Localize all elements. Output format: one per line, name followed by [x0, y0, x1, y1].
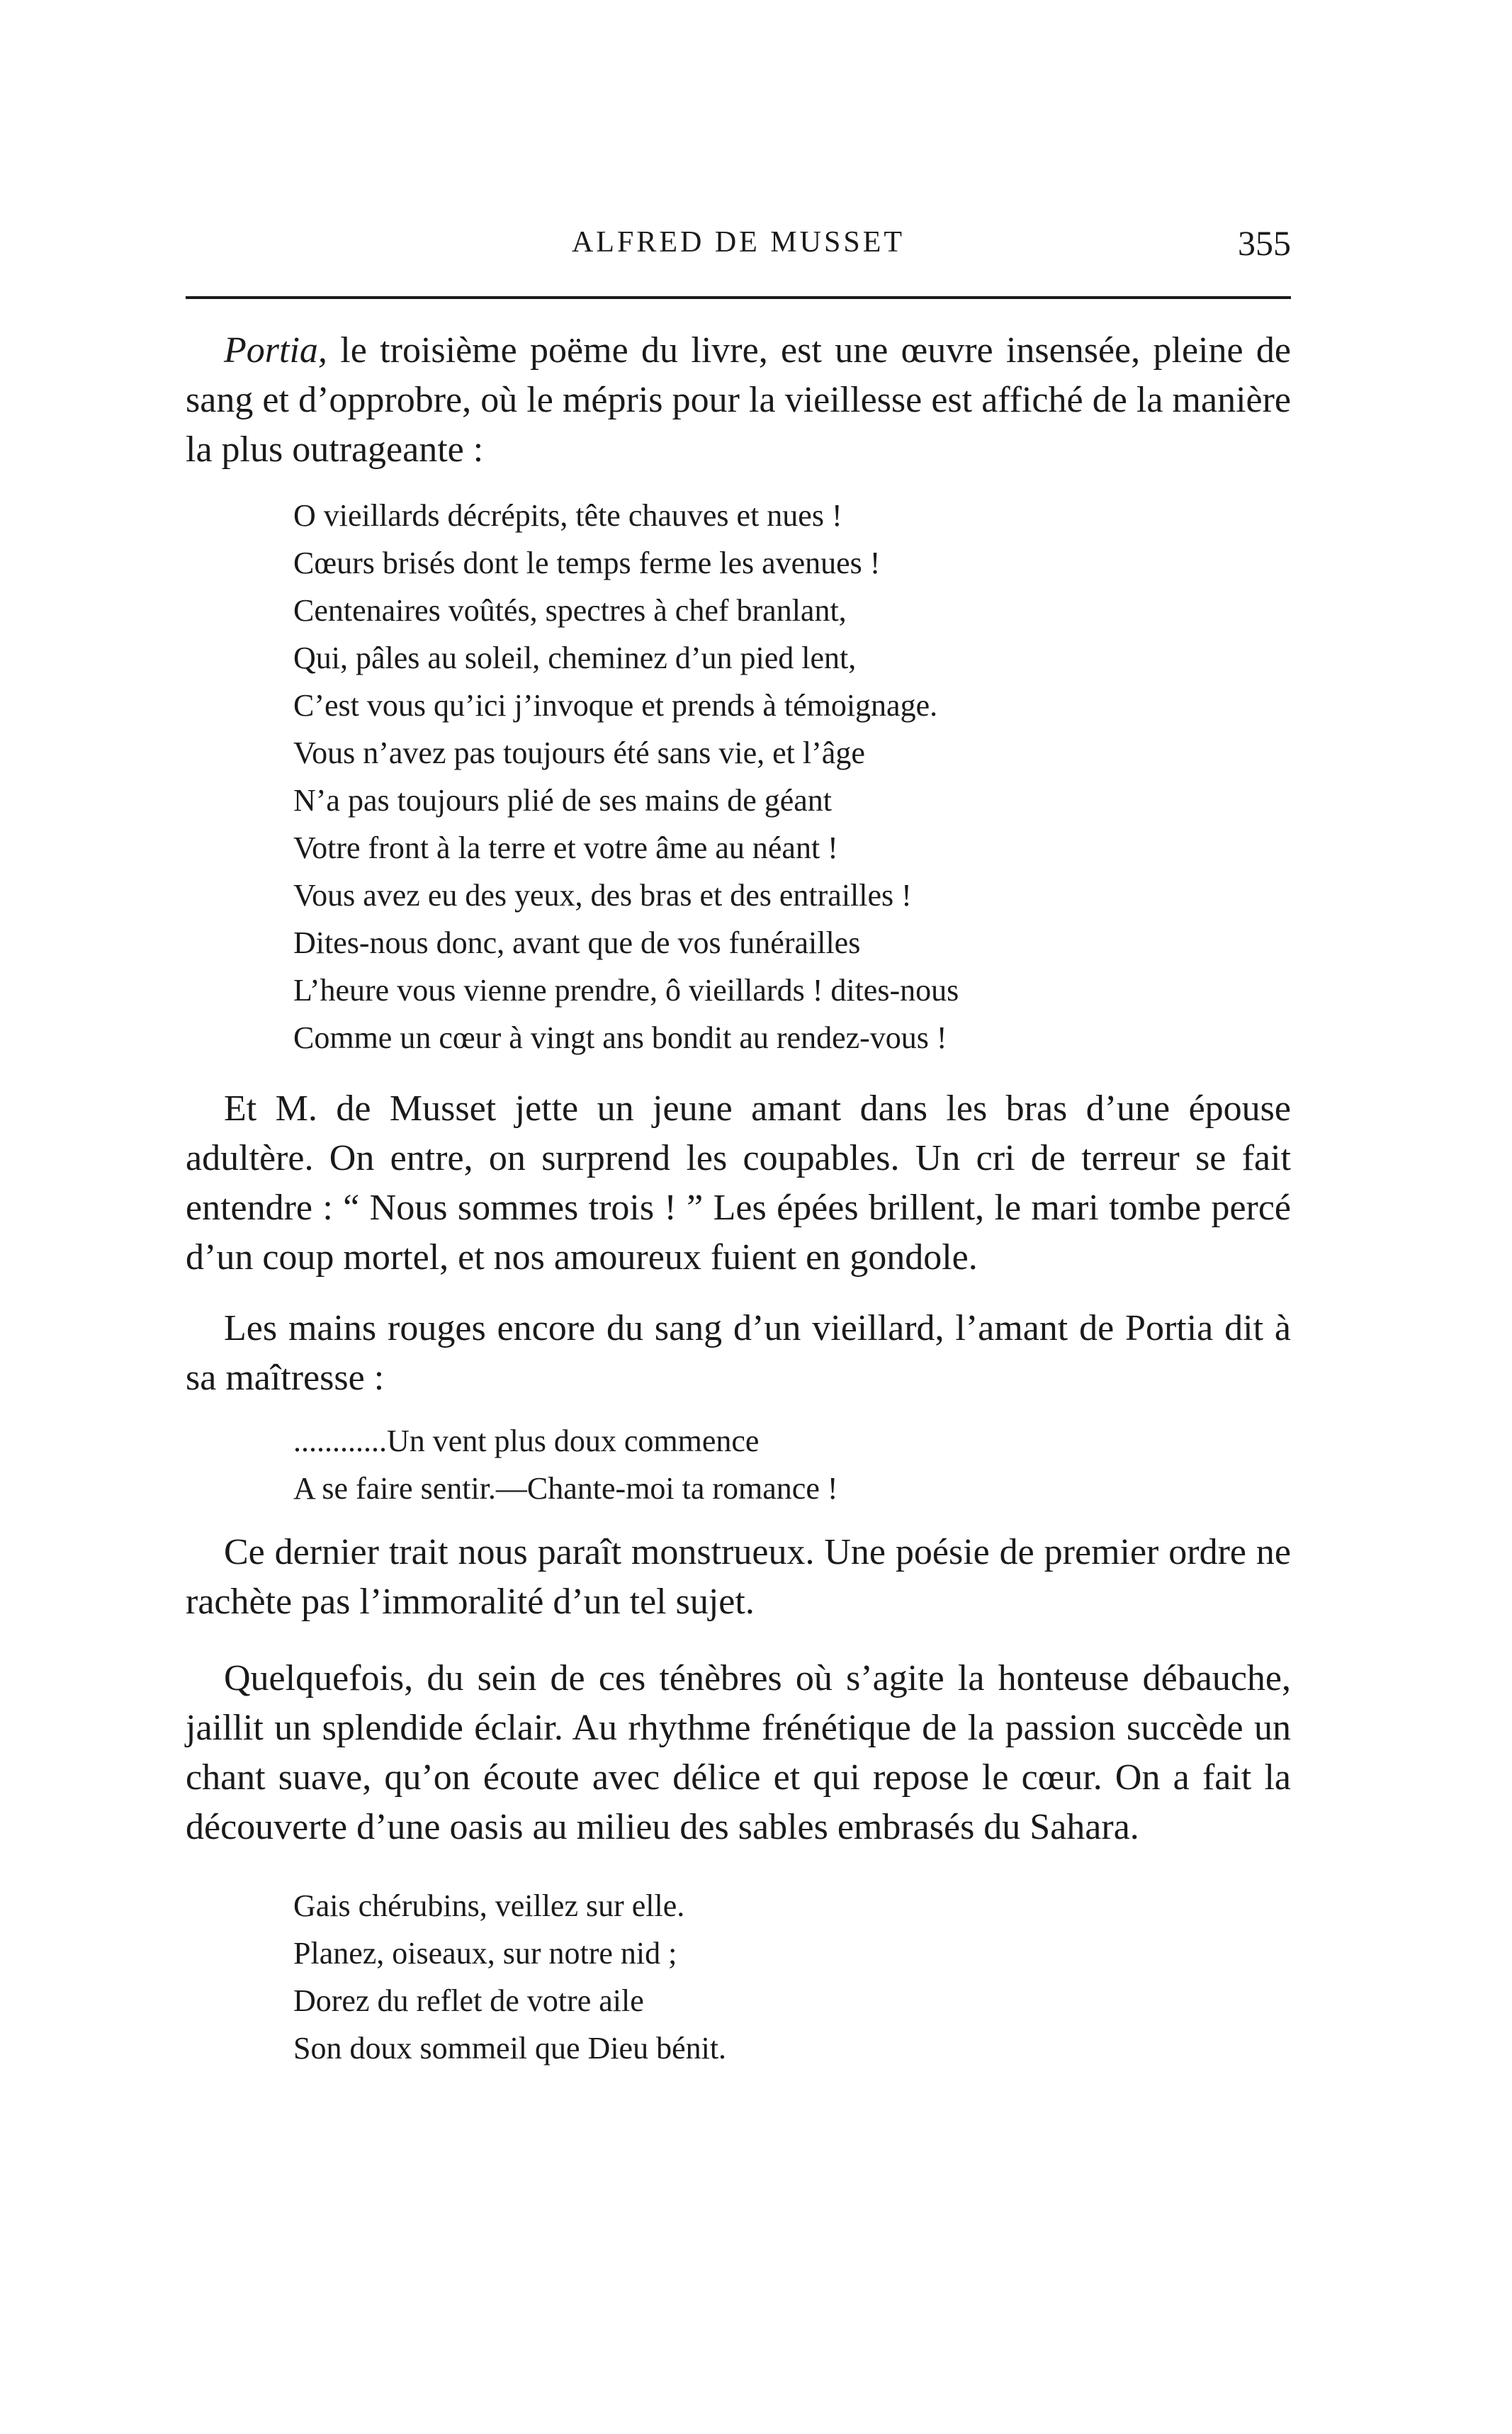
- page-body: [186, 326, 1291, 2072]
- paragraph-monstrous: [186, 1528, 1291, 1627]
- paragraph-text: Les mains rouges encore du sang d’un vieillard, l’amant de Portia dit à sa maîtresse :: [186, 1308, 1291, 1398]
- paragraph-text: Ce dernier trait nous paraît monstrueux. Une poésie de premier ordre ne rachète pas l’immoralité d’un tel sujet.: [186, 1532, 1291, 1622]
- verse-block-cherubins: [186, 1882, 1291, 2072]
- running-title: ALFRED DE MUSSET: [571, 226, 905, 259]
- verse-block-romance: [186, 1417, 1291, 1512]
- paragraph-text: Quelquefois, du sein de ces ténèbres où s’agite la honteuse débauche, jaillit un splendide éclair. Au rhythme frénétique de la passion succède un chant suave, qu’on écoute avec délice et qui repose le cœur. On a fait la découverte d’une oasis au milieu des sables embrasés du Sahara.: [186, 1658, 1291, 1847]
- paragraph-portia-lover: [186, 1304, 1291, 1403]
- paragraph-text: Et M. de Musset jette un jeune amant dans les bras d’une épouse adultère. On entre, on surprend les coupables. Un cri de terreur se fait entendre : “ Nous sommes trois ! ” Les épées brillent, le mari tombe percé d’un coup mortel, et nos amoureux fuient en gondole.: [186, 1088, 1291, 1278]
- verse-block-vieillards: [186, 492, 1291, 1061]
- page-number: 355: [1238, 223, 1291, 263]
- paragraph-portia: [186, 326, 1291, 475]
- verse-line: O vieillards décrépits, tête chauves et nues !: [293, 498, 842, 533]
- paragraph-oasis: [186, 1654, 1291, 1852]
- verse-line: Centenaires voûtés, spectres à chef branlant,: [293, 593, 847, 628]
- verse-line: Dorez du reflet de votre aile: [293, 1983, 644, 2018]
- header-rule: [186, 296, 1291, 299]
- verse-line: Son doux sommeil que Dieu bénit.: [293, 2031, 727, 2066]
- paragraph-adultery: [186, 1084, 1291, 1283]
- verse-line: N’a pas toujours plié de ses mains de géant: [293, 783, 833, 818]
- verse-line: Dites-nous donc, avant que de vos funérailles: [293, 925, 861, 960]
- verse-line: Gais chérubins, veillez sur elle.: [293, 1888, 685, 1923]
- verse-line: Planez, oiseaux, sur notre nid ;: [293, 1936, 677, 1971]
- paragraph-text: le troisième poëme du livre, est une œuvre insensée, pleine de sang et d’opprobre, où le mépris pour la vieillesse est affiché de la manière la plus outrageante :: [186, 330, 1291, 470]
- verse-line: ............Un vent plus doux commence: [293, 1424, 760, 1458]
- verse-line: L’heure vous vienne prendre, ô vieillards ! dites-nous: [293, 973, 959, 1008]
- verse-line: Votre front à la terre et votre âme au néant !: [293, 830, 838, 865]
- portia-title: Portia,: [224, 330, 327, 371]
- verse-line: Vous avez eu des yeux, des bras et des entrailles !: [293, 878, 912, 913]
- verse-line: Vous n’avez pas toujours été sans vie, et l’âge: [293, 736, 865, 770]
- verse-line: Comme un cœur à vingt ans bondit au rendez-vous !: [293, 1020, 947, 1055]
- verse-line: A se faire sentir.—Chante-moi ta romance !: [293, 1471, 838, 1506]
- verse-line: Qui, pâles au soleil, cheminez d’un pied lent,: [293, 641, 857, 675]
- verse-line: C’est vous qu’ici j’invoque et prends à témoignage.: [293, 688, 938, 723]
- page-header: [186, 225, 1291, 268]
- verse-line: Cœurs brisés dont le temps ferme les avenues !: [293, 546, 881, 580]
